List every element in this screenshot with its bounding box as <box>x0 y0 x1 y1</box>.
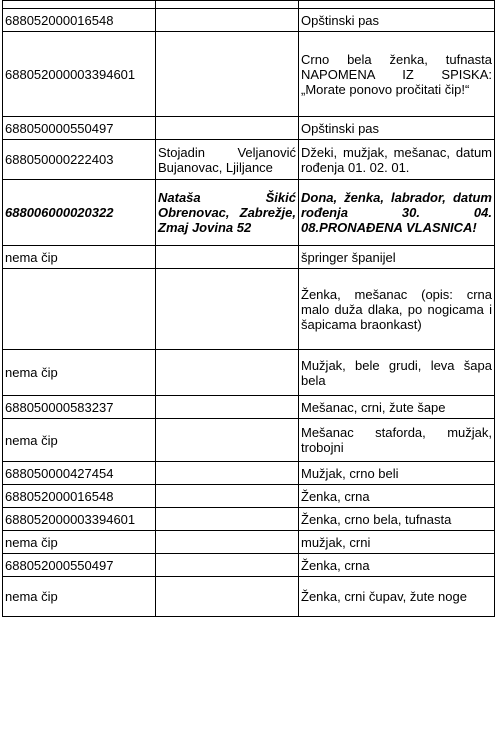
owner-cell: Stojadin Veljanović Bujanovac, Ljiljance <box>156 140 299 180</box>
table-body <box>3 1 495 617</box>
owner-cell <box>156 419 299 462</box>
description-cell: Ženka, mešanac (opis: crna malo duža dlaka, po nogicama i šapicama braonkast) <box>299 269 495 350</box>
description-cell: Ženka, crno bela, tufnasta <box>299 508 495 531</box>
table-row <box>3 9 495 32</box>
chip-number-cell: 688050000583237 <box>3 396 156 419</box>
description-cell: špringer španijel <box>299 246 495 269</box>
table-row <box>3 1 495 9</box>
table-row <box>3 350 495 396</box>
table-row <box>3 577 495 617</box>
description-cell: Ženka, crni čupav, žute noge <box>299 577 495 617</box>
owner-cell <box>156 554 299 577</box>
owner-cell <box>156 1 299 9</box>
description-cell: Mužjak, bele grudi, leva šapa bela <box>299 350 495 396</box>
table-row <box>3 117 495 140</box>
table-row <box>3 396 495 419</box>
table-row <box>3 554 495 577</box>
chip-number-cell: 688052000550497 <box>3 554 156 577</box>
description-cell: Mužjak, crno beli <box>299 462 495 485</box>
chip-number-cell: 688052000003394601 <box>3 32 156 117</box>
description-cell: Opštinski pas <box>299 9 495 32</box>
description-cell: Ženka, crna <box>299 554 495 577</box>
chip-number-cell: nema čip <box>3 246 156 269</box>
owner-cell: Nataša Šikić Obrenovac, Zabrežje, Zmaj Jovina 52 <box>156 180 299 246</box>
table-row <box>3 32 495 117</box>
description-cell <box>299 1 495 9</box>
description-cell: Džeki, mužjak, mešanac, datum rođenja 01. 02. 01. <box>299 140 495 180</box>
chip-number-cell: 688052000003394601 <box>3 508 156 531</box>
owner-cell <box>156 117 299 140</box>
owner-cell <box>156 462 299 485</box>
chip-number-cell: 688050000222403 <box>3 140 156 180</box>
chip-number-cell: nema čip <box>3 531 156 554</box>
description-cell: Mešanac, crni, žute šape <box>299 396 495 419</box>
chip-number-cell <box>3 1 156 9</box>
chip-number-cell: 688006000020322 <box>3 180 156 246</box>
owner-cell <box>156 9 299 32</box>
chip-number-cell: nema čip <box>3 577 156 617</box>
description-cell: Dona, ženka, labrador, datum rođenja 30. 04. 08.PRONAĐENA VLASNICA! <box>299 180 495 246</box>
owner-cell <box>156 350 299 396</box>
description-cell: Mešanac staforda, mužjak, trobojni <box>299 419 495 462</box>
table-row <box>3 269 495 350</box>
table-row <box>3 140 495 180</box>
owner-cell <box>156 577 299 617</box>
owner-cell <box>156 246 299 269</box>
owner-cell <box>156 269 299 350</box>
table-row <box>3 246 495 269</box>
table-row <box>3 419 495 462</box>
description-cell: Opštinski pas <box>299 117 495 140</box>
chip-number-cell: 688052000016548 <box>3 9 156 32</box>
dog-registry-table <box>2 0 495 617</box>
description-cell: Crno bela ženka, tufnasta NAPOMENA IZ SPISKA: „Morate ponovo pročitati čip!“ <box>299 32 495 117</box>
description-cell: mužjak, crni <box>299 531 495 554</box>
owner-cell <box>156 531 299 554</box>
table-row <box>3 508 495 531</box>
table-row <box>3 485 495 508</box>
chip-number-cell <box>3 269 156 350</box>
description-cell: Ženka, crna <box>299 485 495 508</box>
owner-cell <box>156 485 299 508</box>
chip-number-cell: nema čip <box>3 419 156 462</box>
owner-cell <box>156 32 299 117</box>
chip-number-cell: 688050000427454 <box>3 462 156 485</box>
chip-number-cell: 688052000016548 <box>3 485 156 508</box>
table-row <box>3 462 495 485</box>
chip-number-cell: nema čip <box>3 350 156 396</box>
owner-cell <box>156 508 299 531</box>
chip-number-cell: 688050000550497 <box>3 117 156 140</box>
table-row-highlighted <box>3 180 495 246</box>
owner-cell <box>156 396 299 419</box>
table-row <box>3 531 495 554</box>
